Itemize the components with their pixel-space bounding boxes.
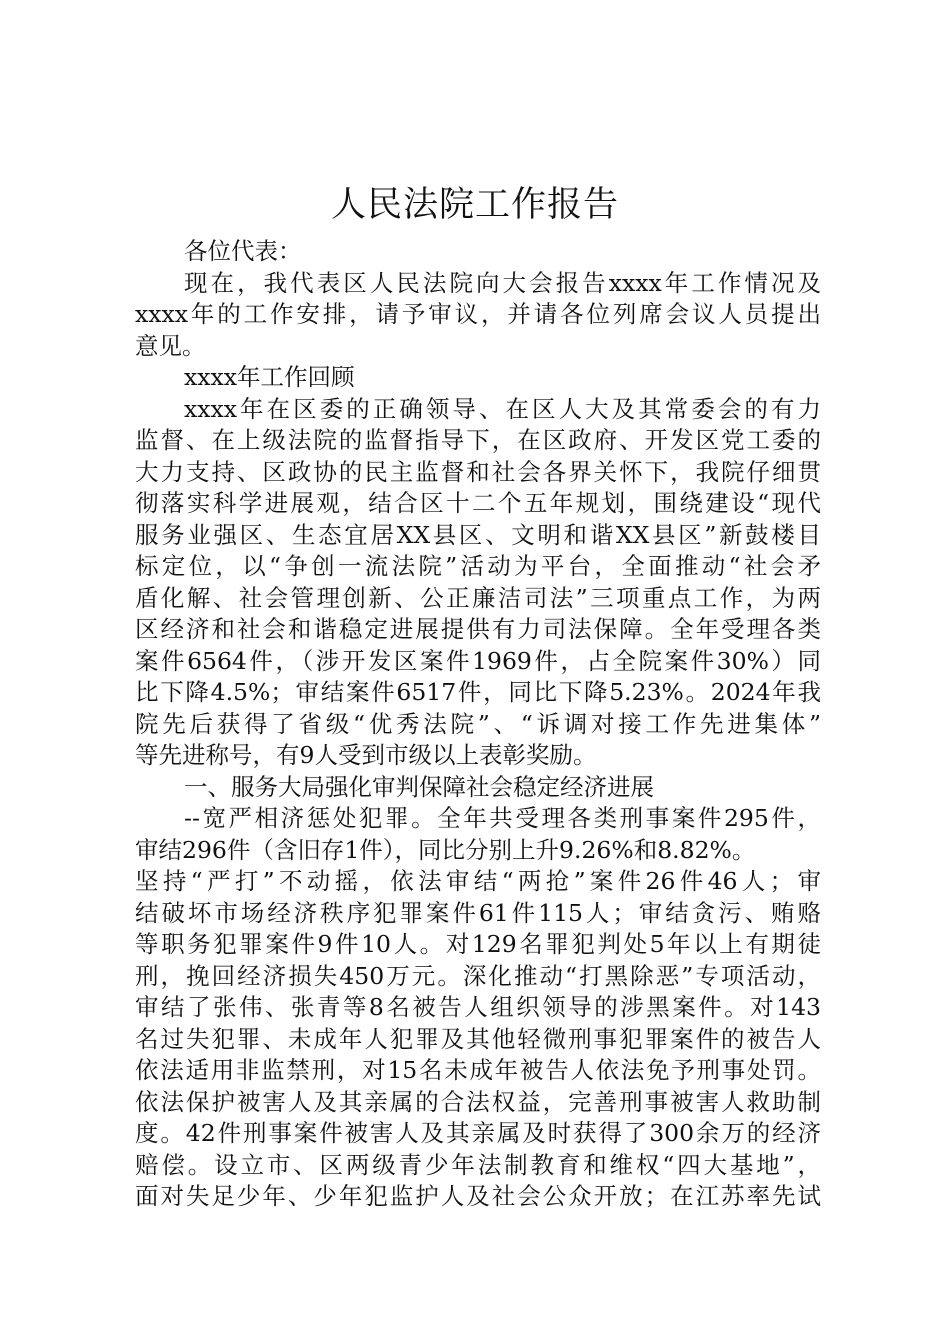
text-line: --宽严相济惩处犯罪。全年共受理各类刑事案件295件， — [184, 804, 821, 832]
text-line: 审结296件（含旧存1件），同比分别上升9.26%和8.82%。 — [135, 835, 756, 864]
text-line: 度。42件刑事案件被害人及其亲属及时获得了300余万的经济 — [135, 1119, 821, 1147]
text-line: 名过失犯罪、未成年人犯罪及其他轻微刑事犯罪案件的被告人 — [135, 1024, 821, 1053]
text-line: xxxx年的工作安排，请予审议，并请各位列席会议人员提出 — [135, 300, 821, 328]
text-line: 刑，挽回经济损失450万元。深化推动“打黑除恶”专项活动， — [135, 961, 821, 990]
text-line: 赔偿。设立市、区两级青少年法制教育和维权“四大基地”， — [135, 1150, 821, 1179]
text-line: 大力支持、区政协的民主监督和社会各界关怀下，我院仔细贯 — [135, 457, 821, 486]
text-line: 面对失足少年、少年犯监护人及社会公众开放；在江苏率先试 — [135, 1182, 821, 1210]
text-line: 案件6564件，（涉开发区案件1969件，占全院案件30%）同 — [135, 646, 821, 675]
text-line: 审结了张伟、张青等8名被告人组织领导的涉黑案件。对143 — [135, 993, 821, 1021]
text-line: 依法适用非监禁刑，对15名未成年被告人依法免予刑事处罚。 — [135, 1056, 821, 1084]
text-line: 意见。 — [135, 331, 206, 360]
text-line: 等先进称号，有9人受到市级以上表彰奖励。 — [135, 741, 597, 769]
text-line: 等职务犯罪案件9件10人。对129名罪犯判处5年以上有期徒 — [135, 930, 821, 958]
text-line: 坚持“严打”不动摇，依法审结“两抢”案件26件46人；审 — [135, 867, 821, 895]
text-line: 结破坏市场经济秩序犯罪案件61件115人；审结贪污、贿赂 — [135, 898, 821, 927]
text-line: 区经济和社会和谐稳定进展提供有力司法保障。全年受理各类 — [135, 615, 821, 643]
text-line: 比下降4.5%；审结案件6517件，同比下降5.23%。2024年我 — [135, 678, 821, 706]
text-line: 各位代表： — [184, 237, 302, 265]
text-line: xxxx年工作回顾 — [184, 363, 355, 391]
text-line: 监督、在上级法院的监督指导下，在区政府、开发区党工委的 — [135, 426, 821, 454]
text-line: 彻落实科学进展观，结合区十二个五年规划，围绕建设“现代 — [135, 489, 821, 517]
text-line: 盾化解、社会管理创新、公正廉洁司法”三项重点工作，为两 — [135, 583, 821, 612]
text-line: 依法保护被害人及其亲属的合法权益，完善刑事被害人救助制 — [135, 1087, 821, 1116]
text-line: 标定位，以“争创一流法院”活动为平台，全面推动“社会矛 — [135, 552, 821, 580]
document-body — [135, 236, 821, 1213]
text-line: 现在，我代表区人民法院向大会报告xxxx年工作情况及 — [184, 268, 821, 297]
text-line: 院先后获得了省级“优秀法院”、“诉调对接工作先进集体” — [135, 709, 821, 738]
document-title: 人民法院工作报告 — [330, 185, 619, 225]
text-line: xxxx年在区委的正确领导、在区人大及其常委会的有力 — [184, 394, 821, 423]
text-line: 一、服务大局强化审判保障社会稳定经济进展 — [184, 772, 654, 801]
text-line: 服务业强区、生态宜居XX县区、文明和谐XX县区”新鼓楼目 — [135, 520, 821, 549]
